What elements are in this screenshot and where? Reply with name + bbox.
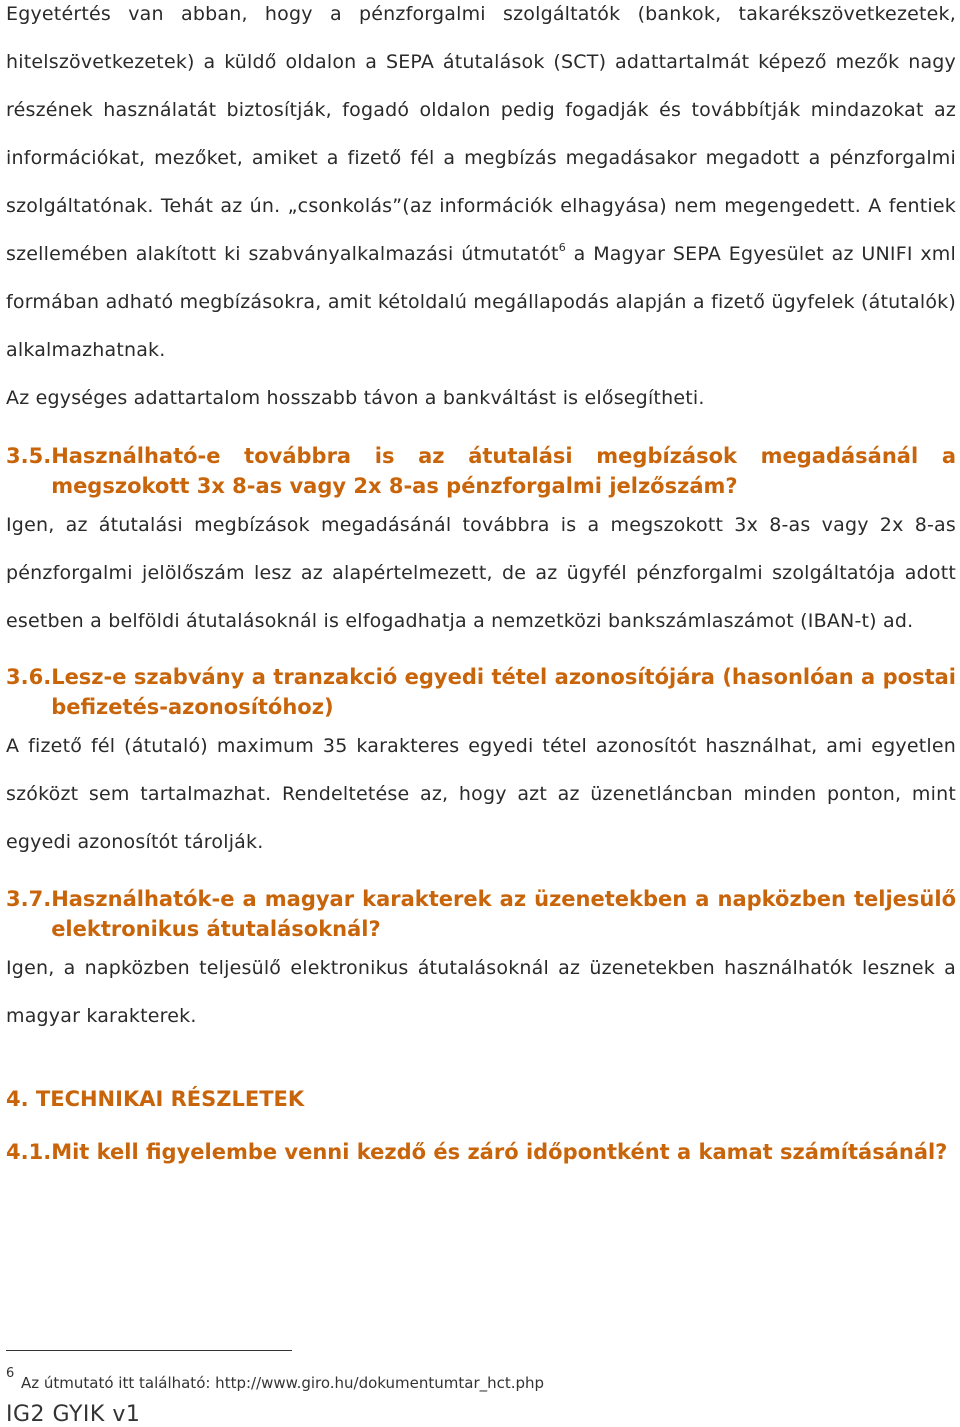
question-number: 3.6.	[6, 665, 52, 689]
question-3-6-heading	[6, 662, 956, 722]
document-page	[6, 0, 956, 1167]
intro-paragraph	[6, 0, 956, 374]
intro-text-cont: a Magyar SEPA Egyesület az UNIFI xml formában adható megbízásokra, amit kétoldalú megállapodás alapján a fizető ügyfelek (átutalók) alkalmazhatnak.	[6, 243, 956, 361]
question-text: Használhatók-e a magyar karakterek az üzenetekben a napközben teljesülő elektronikus átutalásoknál?	[51, 887, 956, 941]
question-3-5-heading	[6, 441, 956, 501]
answer-3-5: Igen, az átutalási megbízások megadásánál továbbra is a megszokott 3x 8-as vagy 2x 8-as pénzforgalmi jelölőszám lesz az alapértelmezett, de az ügyfél pénzforgalmi szolgáltatója adott esetben a belföldi átutalásoknál is elfogadhatja a nemzetközi bankszámlaszámot (IBAN-t) ad.	[6, 514, 956, 632]
question-number: 3.5.	[6, 444, 52, 468]
footnote-divider	[6, 1350, 292, 1351]
intro-text: Egyetértés van abban, hogy a pénzforgalmi szolgáltatók (bankok, takarékszövetkezetek, hitelszövetkezetek) a küldő oldalon a SEPA átutalások (SCT) adattartalmát képező mezők nagy részének használatát biztosítják, fogadó oldalon pedig fogadják és továbbítják mindazokat az információkat, mezőket, amiket a fizető fél a megbízás megadásakor megadott a pénzforgalmi szolgáltatónak. Tehát az ún. „csonkolás”(az információk elhagyása) nem megengedett. A fentiek szellemében alakított ki szabványalkalmazási útmutatót	[6, 3, 956, 265]
question-text: Használható-e továbbra is az átutalási megbízások megadásánál a megszokott 3x 8-as vagy 2x 8-as pénzforgalmi jelzőszám?	[51, 444, 956, 498]
question-number: 4.1.	[6, 1140, 52, 1164]
question-3-7-heading	[6, 884, 956, 944]
footnote-number: 6	[6, 1366, 15, 1381]
answer-3-7: Igen, a napközben teljesülő elektronikus átutalásoknál az üzenetekben használhatók lesznek a magyar karakterek.	[6, 957, 956, 1027]
answer-3-6: A fizető fél (átutaló) maximum 35 karakteres egyedi tétel azonosítót használhat, ami egyetlen szóközt sem tartalmazhat. Rendeltetése az, hogy azt az üzenetláncban minden ponton, mint egyedi azonosítót tárolják.	[6, 735, 956, 853]
section-4-title: 4. TECHNIKAI RÉSZLETEK	[6, 1087, 305, 1111]
footnote-ref[interactable]: 6	[558, 241, 566, 254]
question-text: Mit kell figyelembe venni kezdő és záró időpontként a kamat számításánál?	[51, 1140, 948, 1164]
question-4-1-heading	[6, 1137, 956, 1167]
page-footer: IG2 GYIK v1	[6, 1402, 141, 1427]
intro-last-line: Az egységes adattartalom hosszabb távon a bankváltást is elősegítheti.	[6, 387, 705, 409]
question-text: Lesz-e szabvány a tranzakció egyedi tétel azonosítójára (hasonlóan a postai befizetés-azonosítóhoz)	[51, 665, 956, 719]
question-number: 3.7.	[6, 887, 52, 911]
footnote-text[interactable]: Az útmutató itt található: http://www.giro.hu/dokumentumtar_hct.php	[21, 1374, 545, 1392]
